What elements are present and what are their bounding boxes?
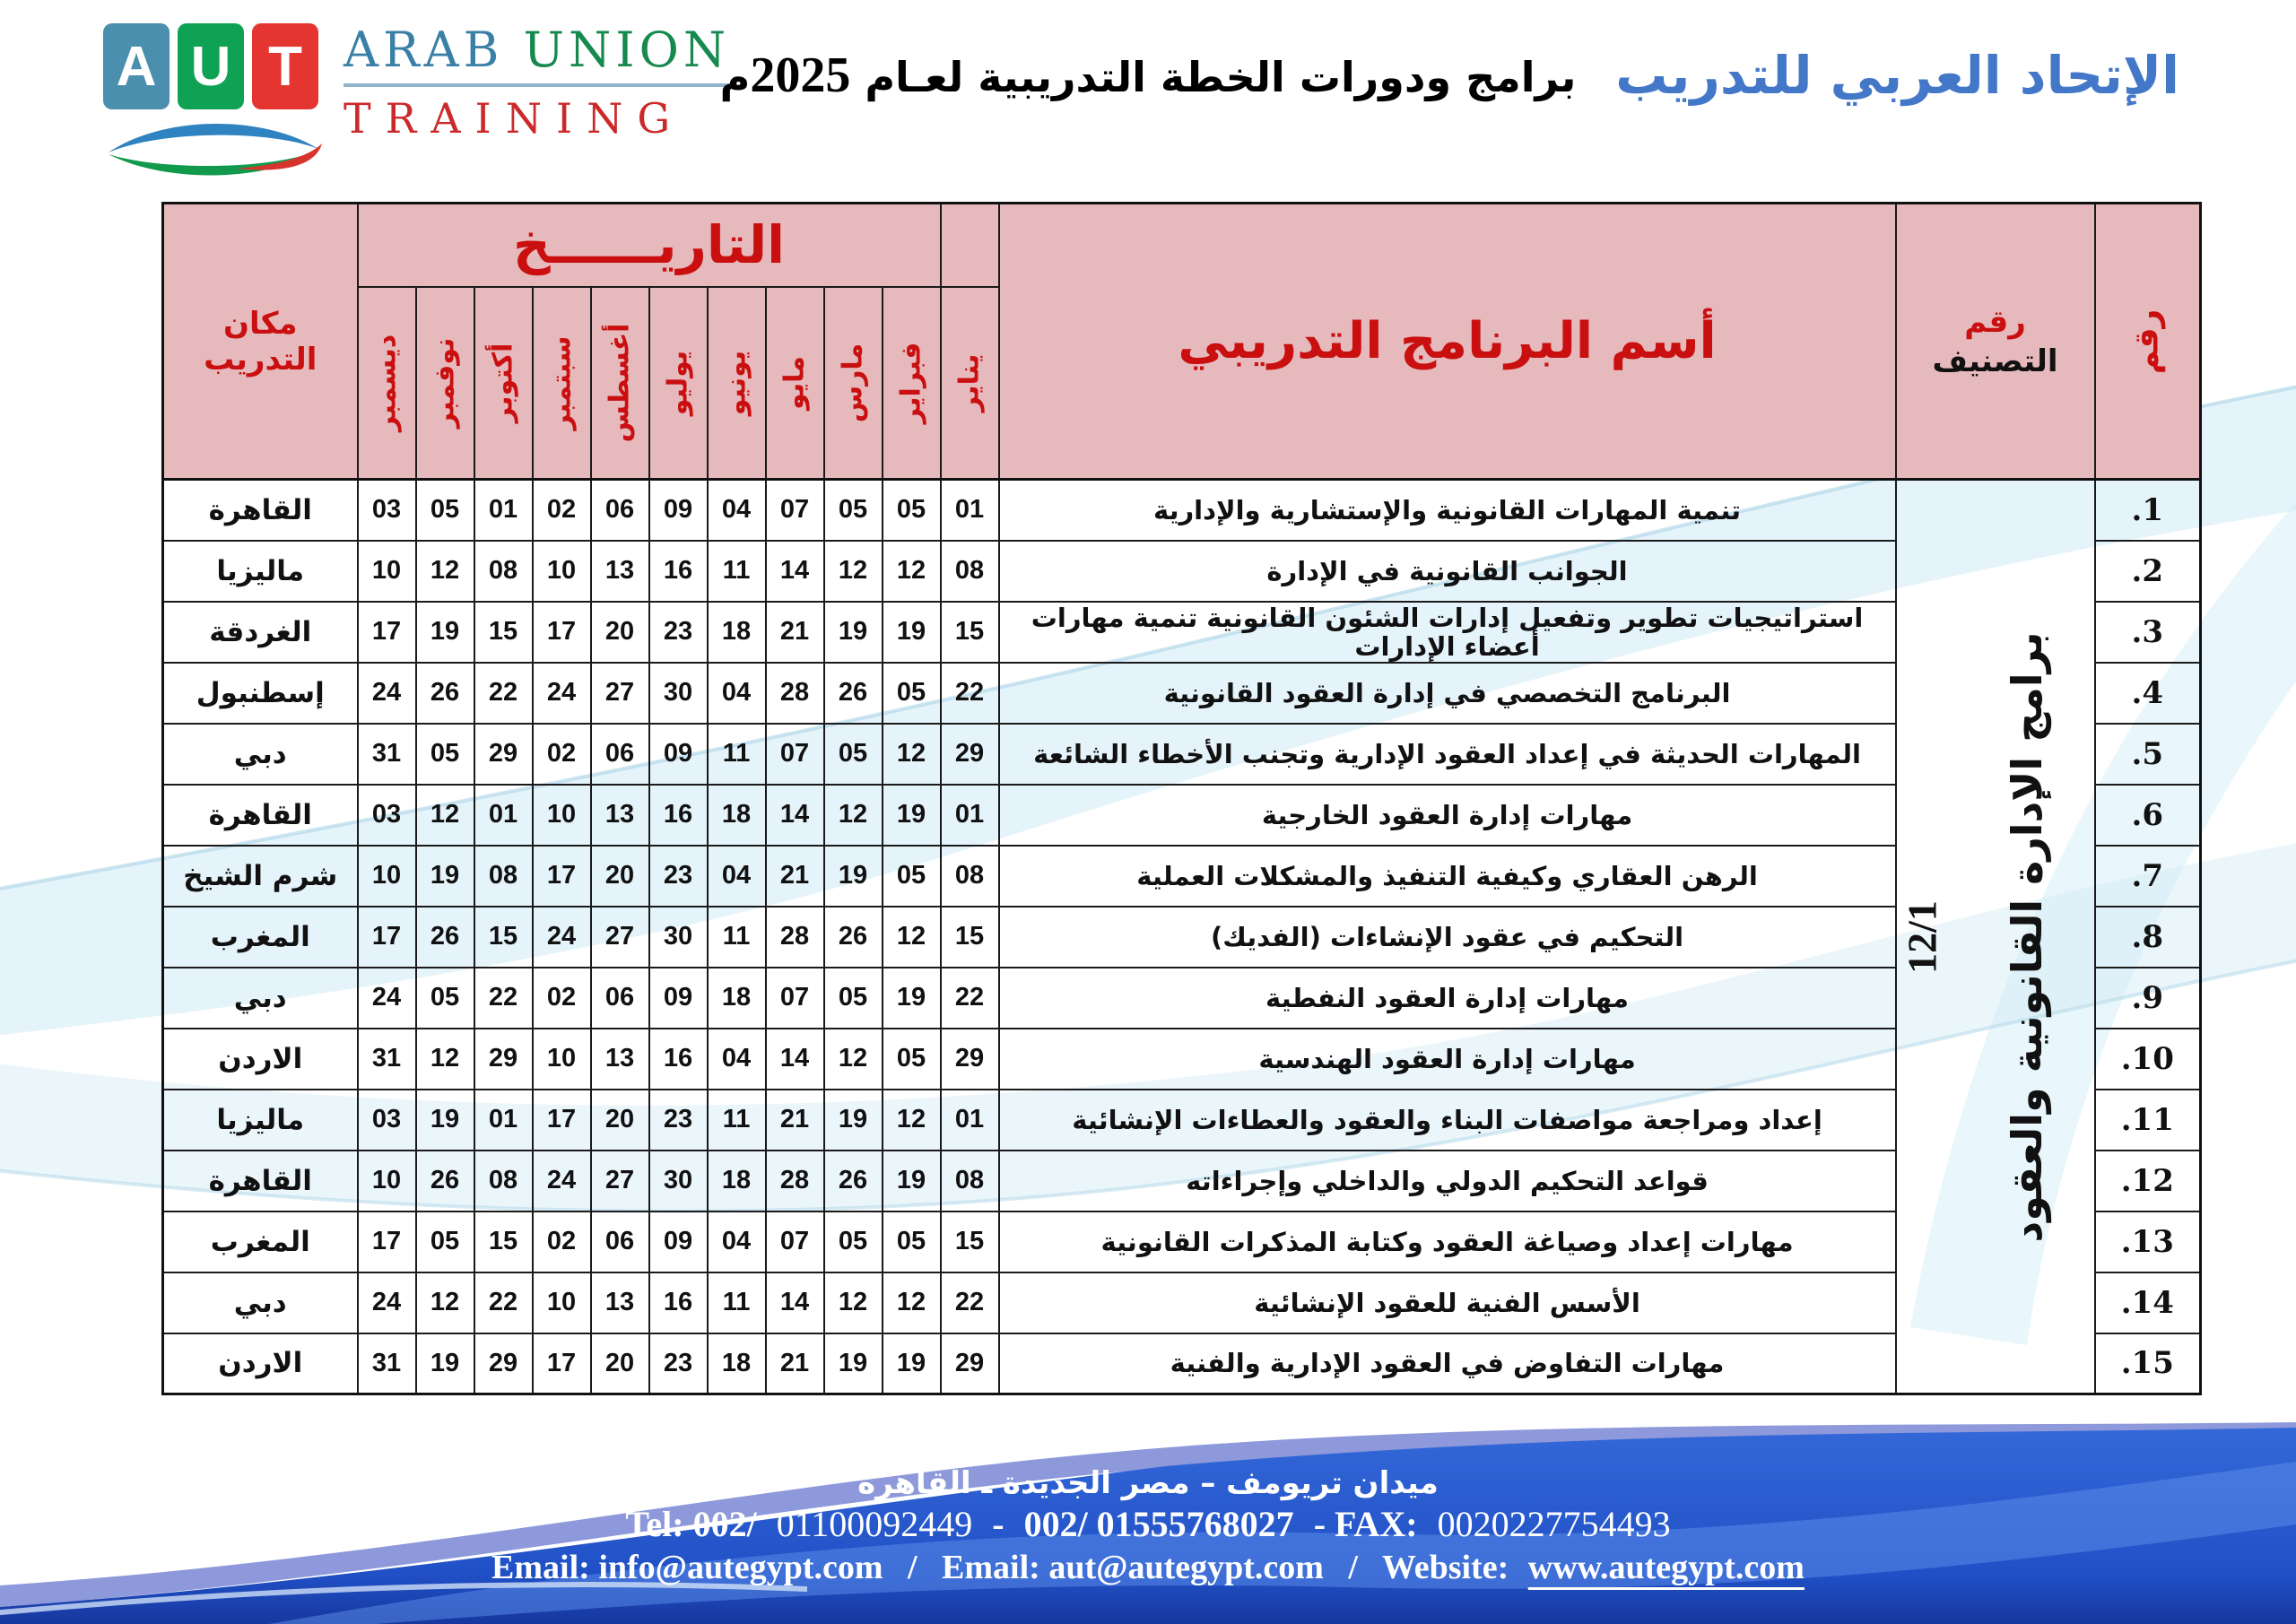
date-cell: 09 (649, 724, 708, 785)
email1-label: Email: (491, 1549, 590, 1586)
date-cell: 10 (533, 1272, 591, 1333)
separator-slash: / (907, 1549, 918, 1586)
date-cell: 24 (358, 968, 416, 1029)
date-cell: 14 (766, 1029, 824, 1090)
date-cell: 14 (766, 1272, 824, 1333)
tel-dash: - (992, 1504, 1004, 1544)
date-cell: 04 (708, 480, 766, 541)
column-header-classification (1896, 204, 2095, 480)
date-cell: 03 (358, 785, 416, 846)
date-cell: 22 (941, 968, 999, 1029)
program-name: إعداد ومراجعة مواصفات البناء والعقود والعطاءات الإنشائية (999, 1090, 1896, 1151)
date-cell: 04 (708, 846, 766, 907)
training-location: الاردن (163, 1029, 358, 1090)
classification-header-line2: التصنيف (1932, 343, 2058, 379)
program-name: استراتيجيات تطوير وتفعيل إدارات الشئون القانونية تنمية مهارات أعضاء الإدارات (999, 602, 1896, 663)
date-cell: 13 (591, 1272, 649, 1333)
date-cell: 17 (358, 907, 416, 968)
date-cell: 05 (883, 1029, 941, 1090)
program-name: التحكيم في عقود الإنشاءات (الفديك) (999, 907, 1896, 968)
date-cell: 03 (358, 480, 416, 541)
date-cell: 10 (358, 541, 416, 602)
footer-email-line (0, 1546, 2296, 1589)
date-cell: 31 (358, 1333, 416, 1394)
row-number: 11. (2095, 1090, 2201, 1151)
training-location: المغرب (163, 1211, 358, 1272)
row-number: 13. (2095, 1211, 2201, 1272)
date-cell: 05 (824, 724, 883, 785)
logo-arab-union (344, 22, 730, 87)
date-cell: 19 (824, 602, 883, 663)
date-cell: 22 (474, 1272, 533, 1333)
fax-label: - FAX: (1313, 1504, 1418, 1544)
date-cell: 12 (883, 907, 941, 968)
month-header-january (941, 287, 999, 480)
date-cell: 12 (416, 1029, 474, 1090)
page-title-text: برامج ودورات الخطة التدريبية لعـام (865, 53, 1577, 101)
date-cell: 02 (533, 1211, 591, 1272)
date-cell: 01 (474, 785, 533, 846)
logo-swoosh-icon (101, 113, 326, 187)
date-cell: 19 (416, 1333, 474, 1394)
date-cell: 12 (824, 541, 883, 602)
date-cell: 18 (708, 1151, 766, 1211)
date-cell: 15 (474, 1211, 533, 1272)
date-cell: 13 (591, 1029, 649, 1090)
training-location: ماليزيا (163, 541, 358, 602)
date-cell: 07 (766, 480, 824, 541)
date-cell: 24 (358, 1272, 416, 1333)
tel-number-1: 01100092449 (776, 1504, 973, 1544)
date-cell: 09 (649, 1211, 708, 1272)
january-top-empty-cell (941, 204, 999, 287)
training-location: ماليزيا (163, 1090, 358, 1151)
date-cell: 27 (591, 907, 649, 968)
training-location: إسطنبول (163, 663, 358, 724)
row-number: 2. (2095, 541, 2201, 602)
date-cell: 29 (474, 724, 533, 785)
tel-label: Tel: 002/ (625, 1504, 757, 1544)
month-header-august (591, 287, 649, 480)
date-cell: 16 (649, 1272, 708, 1333)
date-cell: 16 (649, 785, 708, 846)
logo-word-arab: ARAB (344, 22, 504, 78)
date-cell: 02 (533, 724, 591, 785)
date-cell: 26 (824, 663, 883, 724)
training-schedule-table (161, 202, 2202, 1395)
training-location: الغردقة (163, 602, 358, 663)
date-cell: 28 (766, 663, 824, 724)
page-title (720, 47, 1577, 104)
month-label: أغسطس (604, 323, 636, 443)
date-cell: 01 (941, 480, 999, 541)
table-row (163, 480, 2201, 541)
date-cell: 06 (591, 480, 649, 541)
date-cell: 20 (591, 602, 649, 663)
date-cell: 15 (941, 907, 999, 968)
training-location: المغرب (163, 907, 358, 968)
training-location: القاهرة (163, 1151, 358, 1211)
month-label: يونيو (720, 350, 752, 415)
program-name: تنمية المهارات القانونية والإستشارية والإدارية (999, 480, 1896, 541)
date-cell: 19 (883, 1151, 941, 1211)
date-cell: 28 (766, 1151, 824, 1211)
column-header-number-label: رقم (2128, 308, 2166, 374)
row-number: 7. (2095, 846, 2201, 907)
email1-address[interactable]: info@autegypt.com (598, 1549, 883, 1586)
row-number: 10. (2095, 1029, 2201, 1090)
month-label: نوفمبر (429, 337, 461, 429)
date-cell: 29 (474, 1029, 533, 1090)
date-cell: 13 (591, 541, 649, 602)
date-cell: 30 (649, 907, 708, 968)
email2-label: Email: (942, 1549, 1040, 1586)
date-cell: 20 (591, 1333, 649, 1394)
program-name: قواعد التحكيم الدولي والداخلي وإجراءاته (999, 1151, 1896, 1211)
date-cell: 08 (474, 541, 533, 602)
month-header-june (708, 287, 766, 480)
date-cell: 12 (416, 1272, 474, 1333)
date-cell: 19 (824, 1333, 883, 1394)
date-cell: 12 (824, 1272, 883, 1333)
date-cell: 10 (533, 1029, 591, 1090)
classification-cell (1896, 480, 2095, 1394)
date-cell: 23 (649, 1333, 708, 1394)
training-location: القاهرة (163, 785, 358, 846)
date-cell: 05 (824, 1211, 883, 1272)
date-cell: 08 (474, 846, 533, 907)
date-cell: 09 (649, 480, 708, 541)
training-location: دبي (163, 1272, 358, 1333)
date-cell: 11 (708, 907, 766, 968)
date-cell: 03 (358, 1090, 416, 1151)
date-cell: 08 (474, 1151, 533, 1211)
date-cell: 22 (474, 663, 533, 724)
row-number: 8. (2095, 907, 2201, 968)
month-header-february (883, 287, 941, 480)
date-cell: 19 (824, 1090, 883, 1151)
date-cell: 17 (533, 1090, 591, 1151)
date-cell: 12 (416, 785, 474, 846)
date-cell: 06 (591, 968, 649, 1029)
row-number: 5. (2095, 724, 2201, 785)
date-cell: 05 (883, 480, 941, 541)
training-location: دبي (163, 724, 358, 785)
date-cell: 12 (824, 1029, 883, 1090)
date-cell: 21 (766, 1090, 824, 1151)
date-cell: 22 (941, 1272, 999, 1333)
date-cell: 19 (883, 785, 941, 846)
separator-slash: / (1348, 1549, 1358, 1586)
month-label: يوليو (662, 350, 694, 415)
row-number: 3. (2095, 602, 2201, 663)
date-cell: 12 (883, 1272, 941, 1333)
month-label: مايو (778, 355, 811, 410)
training-location: شرم الشيخ (163, 846, 358, 907)
column-header-location: مكان التدريب (163, 204, 358, 480)
column-header-number (2095, 204, 2201, 480)
date-cell: 18 (708, 602, 766, 663)
date-cell: 15 (941, 602, 999, 663)
date-cell: 12 (883, 724, 941, 785)
footer-address: ميدان تريومف – مصر الجديدة ـ القاهرة (857, 1465, 1439, 1501)
logo-wordmark (344, 22, 730, 143)
date-cell: 11 (708, 541, 766, 602)
date-cell: 11 (708, 1090, 766, 1151)
logo-word-union: UNION (523, 22, 731, 78)
training-location: القاهرة (163, 480, 358, 541)
date-cell: 05 (824, 480, 883, 541)
month-label: مارس (837, 343, 869, 423)
date-cell: 07 (766, 1211, 824, 1272)
date-cell: 26 (824, 1151, 883, 1211)
date-cell: 12 (883, 541, 941, 602)
date-cell: 02 (533, 480, 591, 541)
date-cell: 29 (941, 1333, 999, 1394)
month-label: فبراير (895, 342, 927, 424)
date-cell: 28 (766, 907, 824, 968)
date-cell: 09 (649, 968, 708, 1029)
program-name: الرهن العقاري وكيفية التنفيذ والمشكلات العملية (999, 846, 1896, 907)
month-label: سبتمبر (545, 335, 578, 430)
page-title-year: 2025 (750, 48, 851, 103)
date-cell: 29 (941, 1029, 999, 1090)
date-cell: 05 (883, 1211, 941, 1272)
month-header-march (824, 287, 883, 480)
date-cell: 06 (591, 724, 649, 785)
program-name: مهارات إدارة العقود النفطية (999, 968, 1896, 1029)
date-cell: 27 (591, 663, 649, 724)
date-cell: 12 (416, 541, 474, 602)
logo-letter-t: T (252, 23, 318, 109)
date-cell: 26 (416, 907, 474, 968)
date-cell: 12 (824, 785, 883, 846)
date-cell: 15 (474, 602, 533, 663)
date-cell: 17 (533, 602, 591, 663)
date-cell: 01 (941, 1090, 999, 1151)
date-cell: 31 (358, 1029, 416, 1090)
date-cell: 01 (474, 480, 533, 541)
date-cell: 17 (533, 846, 591, 907)
month-label: يناير (953, 353, 986, 413)
date-cell: 05 (416, 968, 474, 1029)
row-number: 14. (2095, 1272, 2201, 1333)
date-cell: 14 (766, 785, 824, 846)
column-header-date: التاريــــــخ (358, 204, 941, 287)
table-body (163, 480, 2201, 1394)
column-header-program: أسم البرنامج التدريبي (999, 204, 1896, 480)
header-row-top (163, 204, 2201, 287)
date-cell: 10 (358, 1151, 416, 1211)
classification-header-line1: رقم (1964, 303, 2026, 340)
date-cell: 17 (533, 1333, 591, 1394)
date-cell: 22 (941, 663, 999, 724)
month-header-may (766, 287, 824, 480)
date-cell: 20 (591, 846, 649, 907)
classification-category: برامج الإدارة القانونية والعقود (2002, 631, 2051, 1242)
date-cell: 14 (766, 541, 824, 602)
month-header-december (358, 287, 416, 480)
program-name: البرنامج التخصصي في إدارة العقود القانونية (999, 663, 1896, 724)
date-cell: 07 (766, 968, 824, 1029)
date-cell: 05 (416, 724, 474, 785)
date-cell: 19 (883, 968, 941, 1029)
date-cell: 17 (358, 602, 416, 663)
program-name: المهارات الحديثة في إعداد العقود الإدارية وتجنب الأخطاء الشائعة (999, 724, 1896, 785)
date-cell: 21 (766, 602, 824, 663)
date-cell: 24 (533, 1151, 591, 1211)
date-cell: 19 (416, 846, 474, 907)
date-cell: 10 (358, 846, 416, 907)
training-location: الاردن (163, 1333, 358, 1394)
date-cell: 12 (883, 1090, 941, 1151)
date-cell: 24 (533, 663, 591, 724)
program-name: مهارات التفاوض في العقود الإدارية والفنية (999, 1333, 1896, 1394)
date-cell: 27 (591, 1151, 649, 1211)
month-header-july (649, 287, 708, 480)
date-cell: 26 (824, 907, 883, 968)
date-cell: 15 (474, 907, 533, 968)
date-cell: 26 (416, 663, 474, 724)
date-cell: 04 (708, 663, 766, 724)
date-cell: 19 (416, 1090, 474, 1151)
training-location: دبي (163, 968, 358, 1029)
program-name: الأسس الفنية للعقود الإنشائية (999, 1272, 1896, 1333)
date-cell: 05 (416, 480, 474, 541)
date-cell: 19 (883, 602, 941, 663)
org-name-arabic: الإتحاد العربي للتدريب (1615, 45, 2179, 106)
logo-letter-a: A (103, 23, 170, 109)
date-cell: 24 (533, 907, 591, 968)
date-cell: 04 (708, 1211, 766, 1272)
date-cell: 29 (474, 1333, 533, 1394)
date-cell: 08 (941, 541, 999, 602)
footer-phone-line (0, 1503, 2296, 1546)
date-cell: 04 (708, 1029, 766, 1090)
date-cell: 05 (824, 968, 883, 1029)
date-cell: 23 (649, 602, 708, 663)
date-cell: 19 (824, 846, 883, 907)
row-number: 6. (2095, 785, 2201, 846)
date-cell: 18 (708, 785, 766, 846)
date-cell: 30 (649, 663, 708, 724)
month-header-october (474, 287, 533, 480)
date-cell: 17 (358, 1211, 416, 1272)
program-name: مهارات إدارة العقود الهندسية (999, 1029, 1896, 1090)
date-cell: 21 (766, 846, 824, 907)
date-cell: 05 (883, 846, 941, 907)
date-cell: 11 (708, 1272, 766, 1333)
date-cell: 31 (358, 724, 416, 785)
date-cell: 16 (649, 1029, 708, 1090)
month-header-november (416, 287, 474, 480)
logo-letter-u: U (178, 23, 244, 109)
aut-letter-boxes (103, 23, 318, 109)
date-cell: 22 (474, 968, 533, 1029)
month-label: ديسمبر (370, 334, 403, 431)
date-cell: 23 (649, 846, 708, 907)
website-label: Website: (1381, 1549, 1509, 1586)
date-cell: 08 (941, 1151, 999, 1211)
footer (0, 1463, 2296, 1589)
date-cell: 16 (649, 541, 708, 602)
month-label: أكتوبر (487, 343, 519, 423)
date-cell: 20 (591, 1090, 649, 1151)
date-cell: 05 (416, 1211, 474, 1272)
date-cell: 18 (708, 1333, 766, 1394)
date-cell: 02 (533, 968, 591, 1029)
date-cell: 01 (474, 1090, 533, 1151)
date-cell: 24 (358, 663, 416, 724)
date-cell: 07 (766, 724, 824, 785)
row-number: 4. (2095, 663, 2201, 724)
date-cell: 01 (941, 785, 999, 846)
date-cell: 10 (533, 785, 591, 846)
date-cell: 15 (941, 1211, 999, 1272)
date-cell: 19 (416, 602, 474, 663)
date-cell: 18 (708, 968, 766, 1029)
website-link[interactable]: www.autegypt.com (1527, 1549, 1805, 1586)
date-cell: 08 (941, 846, 999, 907)
date-cell: 10 (533, 541, 591, 602)
row-number: 15. (2095, 1333, 2201, 1394)
tel-number-2: 002/ 01555768027 (1023, 1504, 1294, 1544)
row-number: 9. (2095, 968, 2201, 1029)
logo-word-training: TRAINING (344, 94, 685, 143)
row-number: 1. (2095, 480, 2201, 541)
fax-number: 0020227754493 (1437, 1504, 1671, 1544)
program-name: مهارات إدارة العقود الخارجية (999, 785, 1896, 846)
program-name: الجوانب القانونية في الإدارة (999, 541, 1896, 602)
classification-number: 12/1 (1899, 899, 1945, 974)
email2-address[interactable]: aut@autegypt.com (1048, 1549, 1324, 1586)
program-name: مهارات إعداد وصياغة العقود وكتابة المذكرات القانونية (999, 1211, 1896, 1272)
date-cell: 21 (766, 1333, 824, 1394)
date-cell: 29 (941, 724, 999, 785)
month-header-september (533, 287, 591, 480)
date-cell: 06 (591, 1211, 649, 1272)
page-title-year-suffix: م (719, 53, 751, 101)
date-cell: 23 (649, 1090, 708, 1151)
date-cell: 05 (883, 663, 941, 724)
date-cell: 26 (416, 1151, 474, 1211)
date-cell: 19 (883, 1333, 941, 1394)
date-cell: 30 (649, 1151, 708, 1211)
date-cell: 13 (591, 785, 649, 846)
date-cell: 11 (708, 724, 766, 785)
aut-logo (103, 16, 749, 187)
row-number: 12. (2095, 1151, 2201, 1211)
